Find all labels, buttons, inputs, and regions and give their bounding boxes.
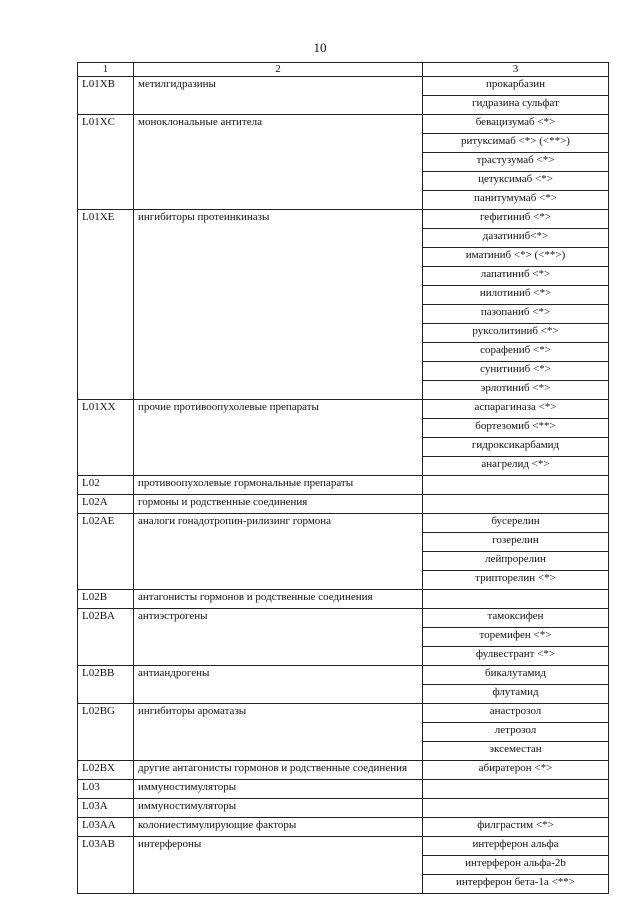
header-col-3: 3 bbox=[423, 63, 609, 77]
drug-name-cell: интерферон альфа bbox=[423, 837, 609, 856]
drug-name-cell: цетуксимаб <*> bbox=[423, 172, 609, 191]
group-name-cell: метилгидразины bbox=[134, 77, 423, 115]
drug-name-cell bbox=[423, 495, 609, 514]
group-name-cell: антиэстрогены bbox=[134, 609, 423, 666]
drug-name-cell: нилотиниб <*> bbox=[423, 286, 609, 305]
table-row bbox=[78, 761, 609, 780]
drug-name-cell: филграстим <*> bbox=[423, 818, 609, 837]
atc-code-cell: L03 bbox=[78, 780, 134, 799]
drug-name-cell: лапатиниб <*> bbox=[423, 267, 609, 286]
drug-name-cell: аспарагиназа <*> bbox=[423, 400, 609, 419]
drug-name-cell: сорафениб <*> bbox=[423, 343, 609, 362]
drug-name-cell: анастрозол bbox=[423, 704, 609, 723]
drug-name-cell: ритуксимаб <*> (<**>) bbox=[423, 134, 609, 153]
group-name-cell: моноклональные антитела bbox=[134, 115, 423, 210]
table-row bbox=[78, 514, 609, 533]
atc-code-cell: L02BA bbox=[78, 609, 134, 666]
atc-code-cell: L01XE bbox=[78, 210, 134, 400]
atc-code-cell: L02BB bbox=[78, 666, 134, 704]
drug-name-cell: трастузумаб <*> bbox=[423, 153, 609, 172]
drug-name-cell: прокарбазин bbox=[423, 77, 609, 96]
drug-name-cell: бортезомиб <**> bbox=[423, 419, 609, 438]
drug-name-cell: гозерелин bbox=[423, 533, 609, 552]
table-row bbox=[78, 115, 609, 134]
group-name-cell: интерфероны bbox=[134, 837, 423, 894]
atc-code-cell: L01XC bbox=[78, 115, 134, 210]
drug-name-cell: гефитиниб <*> bbox=[423, 210, 609, 229]
drug-name-cell bbox=[423, 799, 609, 818]
drug-name-cell: эрлотиниб <*> bbox=[423, 381, 609, 400]
group-name-cell: иммуностимуляторы bbox=[134, 799, 423, 818]
atc-code-cell: L03AB bbox=[78, 837, 134, 894]
group-name-cell: ингибиторы протеинкиназы bbox=[134, 210, 423, 400]
table-row bbox=[78, 704, 609, 723]
drug-name-cell: интерферон альфа-2b bbox=[423, 856, 609, 875]
group-name-cell: антиандрогены bbox=[134, 666, 423, 704]
atc-code-cell: L02A bbox=[78, 495, 134, 514]
atc-code-cell: L02 bbox=[78, 476, 134, 495]
group-name-cell: другие антагонисты гормонов и родственные соединения bbox=[134, 761, 423, 780]
drug-name-cell: гидроксикарбамид bbox=[423, 438, 609, 457]
drug-name-cell: иматиниб <*> (<**>) bbox=[423, 248, 609, 267]
drug-classification-table bbox=[77, 62, 609, 894]
table-row bbox=[78, 476, 609, 495]
atc-code-cell: L01XX bbox=[78, 400, 134, 476]
table-row bbox=[78, 818, 609, 837]
table-row bbox=[78, 799, 609, 818]
table-header-row bbox=[78, 63, 609, 77]
drug-name-cell: пазопаниб <*> bbox=[423, 305, 609, 324]
drug-name-cell bbox=[423, 780, 609, 799]
drug-name-cell: торемифен <*> bbox=[423, 628, 609, 647]
drug-name-cell: трипторелин <*> bbox=[423, 571, 609, 590]
drug-name-cell: тамоксифен bbox=[423, 609, 609, 628]
atc-code-cell: L02B bbox=[78, 590, 134, 609]
group-name-cell: ингибиторы ароматазы bbox=[134, 704, 423, 761]
drug-name-cell: гидразина сульфат bbox=[423, 96, 609, 115]
drug-name-cell: анагрелид <*> bbox=[423, 457, 609, 476]
atc-code-cell: L02BX bbox=[78, 761, 134, 780]
table-row bbox=[78, 210, 609, 229]
header-col-2: 2 bbox=[134, 63, 423, 77]
drug-name-cell: летрозол bbox=[423, 723, 609, 742]
drug-name-cell: панитумумаб <*> bbox=[423, 191, 609, 210]
group-name-cell: противоопухолевые гормональные препараты bbox=[134, 476, 423, 495]
table-row bbox=[78, 590, 609, 609]
drug-name-cell: фулвестрант <*> bbox=[423, 647, 609, 666]
drug-name-cell: эксеместан bbox=[423, 742, 609, 761]
atc-code-cell: L02AE bbox=[78, 514, 134, 590]
group-name-cell: антагонисты гормонов и родственные соединения bbox=[134, 590, 423, 609]
drug-name-cell: флутамид bbox=[423, 685, 609, 704]
atc-code-cell: L02BG bbox=[78, 704, 134, 761]
group-name-cell: иммуностимуляторы bbox=[134, 780, 423, 799]
page-number: 10 bbox=[313, 40, 327, 55]
group-name-cell: аналоги гонадотропин-рилизинг гормона bbox=[134, 514, 423, 590]
drug-name-cell: абиратерон <*> bbox=[423, 761, 609, 780]
table-row bbox=[78, 400, 609, 419]
drug-name-cell: сунитиниб <*> bbox=[423, 362, 609, 381]
group-name-cell: гормоны и родственные соединения bbox=[134, 495, 423, 514]
header-col-1: 1 bbox=[78, 63, 134, 77]
drug-name-cell bbox=[423, 476, 609, 495]
group-name-cell: прочие противоопухолевые препараты bbox=[134, 400, 423, 476]
atc-code-cell: L01XB bbox=[78, 77, 134, 115]
drug-name-cell: бикалутамид bbox=[423, 666, 609, 685]
drug-name-cell: лейпрорелин bbox=[423, 552, 609, 571]
drug-name-cell: бусерелин bbox=[423, 514, 609, 533]
drug-name-cell: руксолитиниб <*> bbox=[423, 324, 609, 343]
table-row bbox=[78, 609, 609, 628]
atc-code-cell: L03AA bbox=[78, 818, 134, 837]
drug-name-cell bbox=[423, 590, 609, 609]
table-row bbox=[78, 495, 609, 514]
table-row bbox=[78, 780, 609, 799]
table-row bbox=[78, 77, 609, 96]
drug-name-cell: интерферон бета-1a <**> bbox=[423, 875, 609, 894]
table-row bbox=[78, 837, 609, 856]
table-row bbox=[78, 666, 609, 685]
atc-code-cell: L03A bbox=[78, 799, 134, 818]
drug-name-cell: дазатиниб<*> bbox=[423, 229, 609, 248]
group-name-cell: колониестимулирующие факторы bbox=[134, 818, 423, 837]
drug-name-cell: бевацизумаб <*> bbox=[423, 115, 609, 134]
